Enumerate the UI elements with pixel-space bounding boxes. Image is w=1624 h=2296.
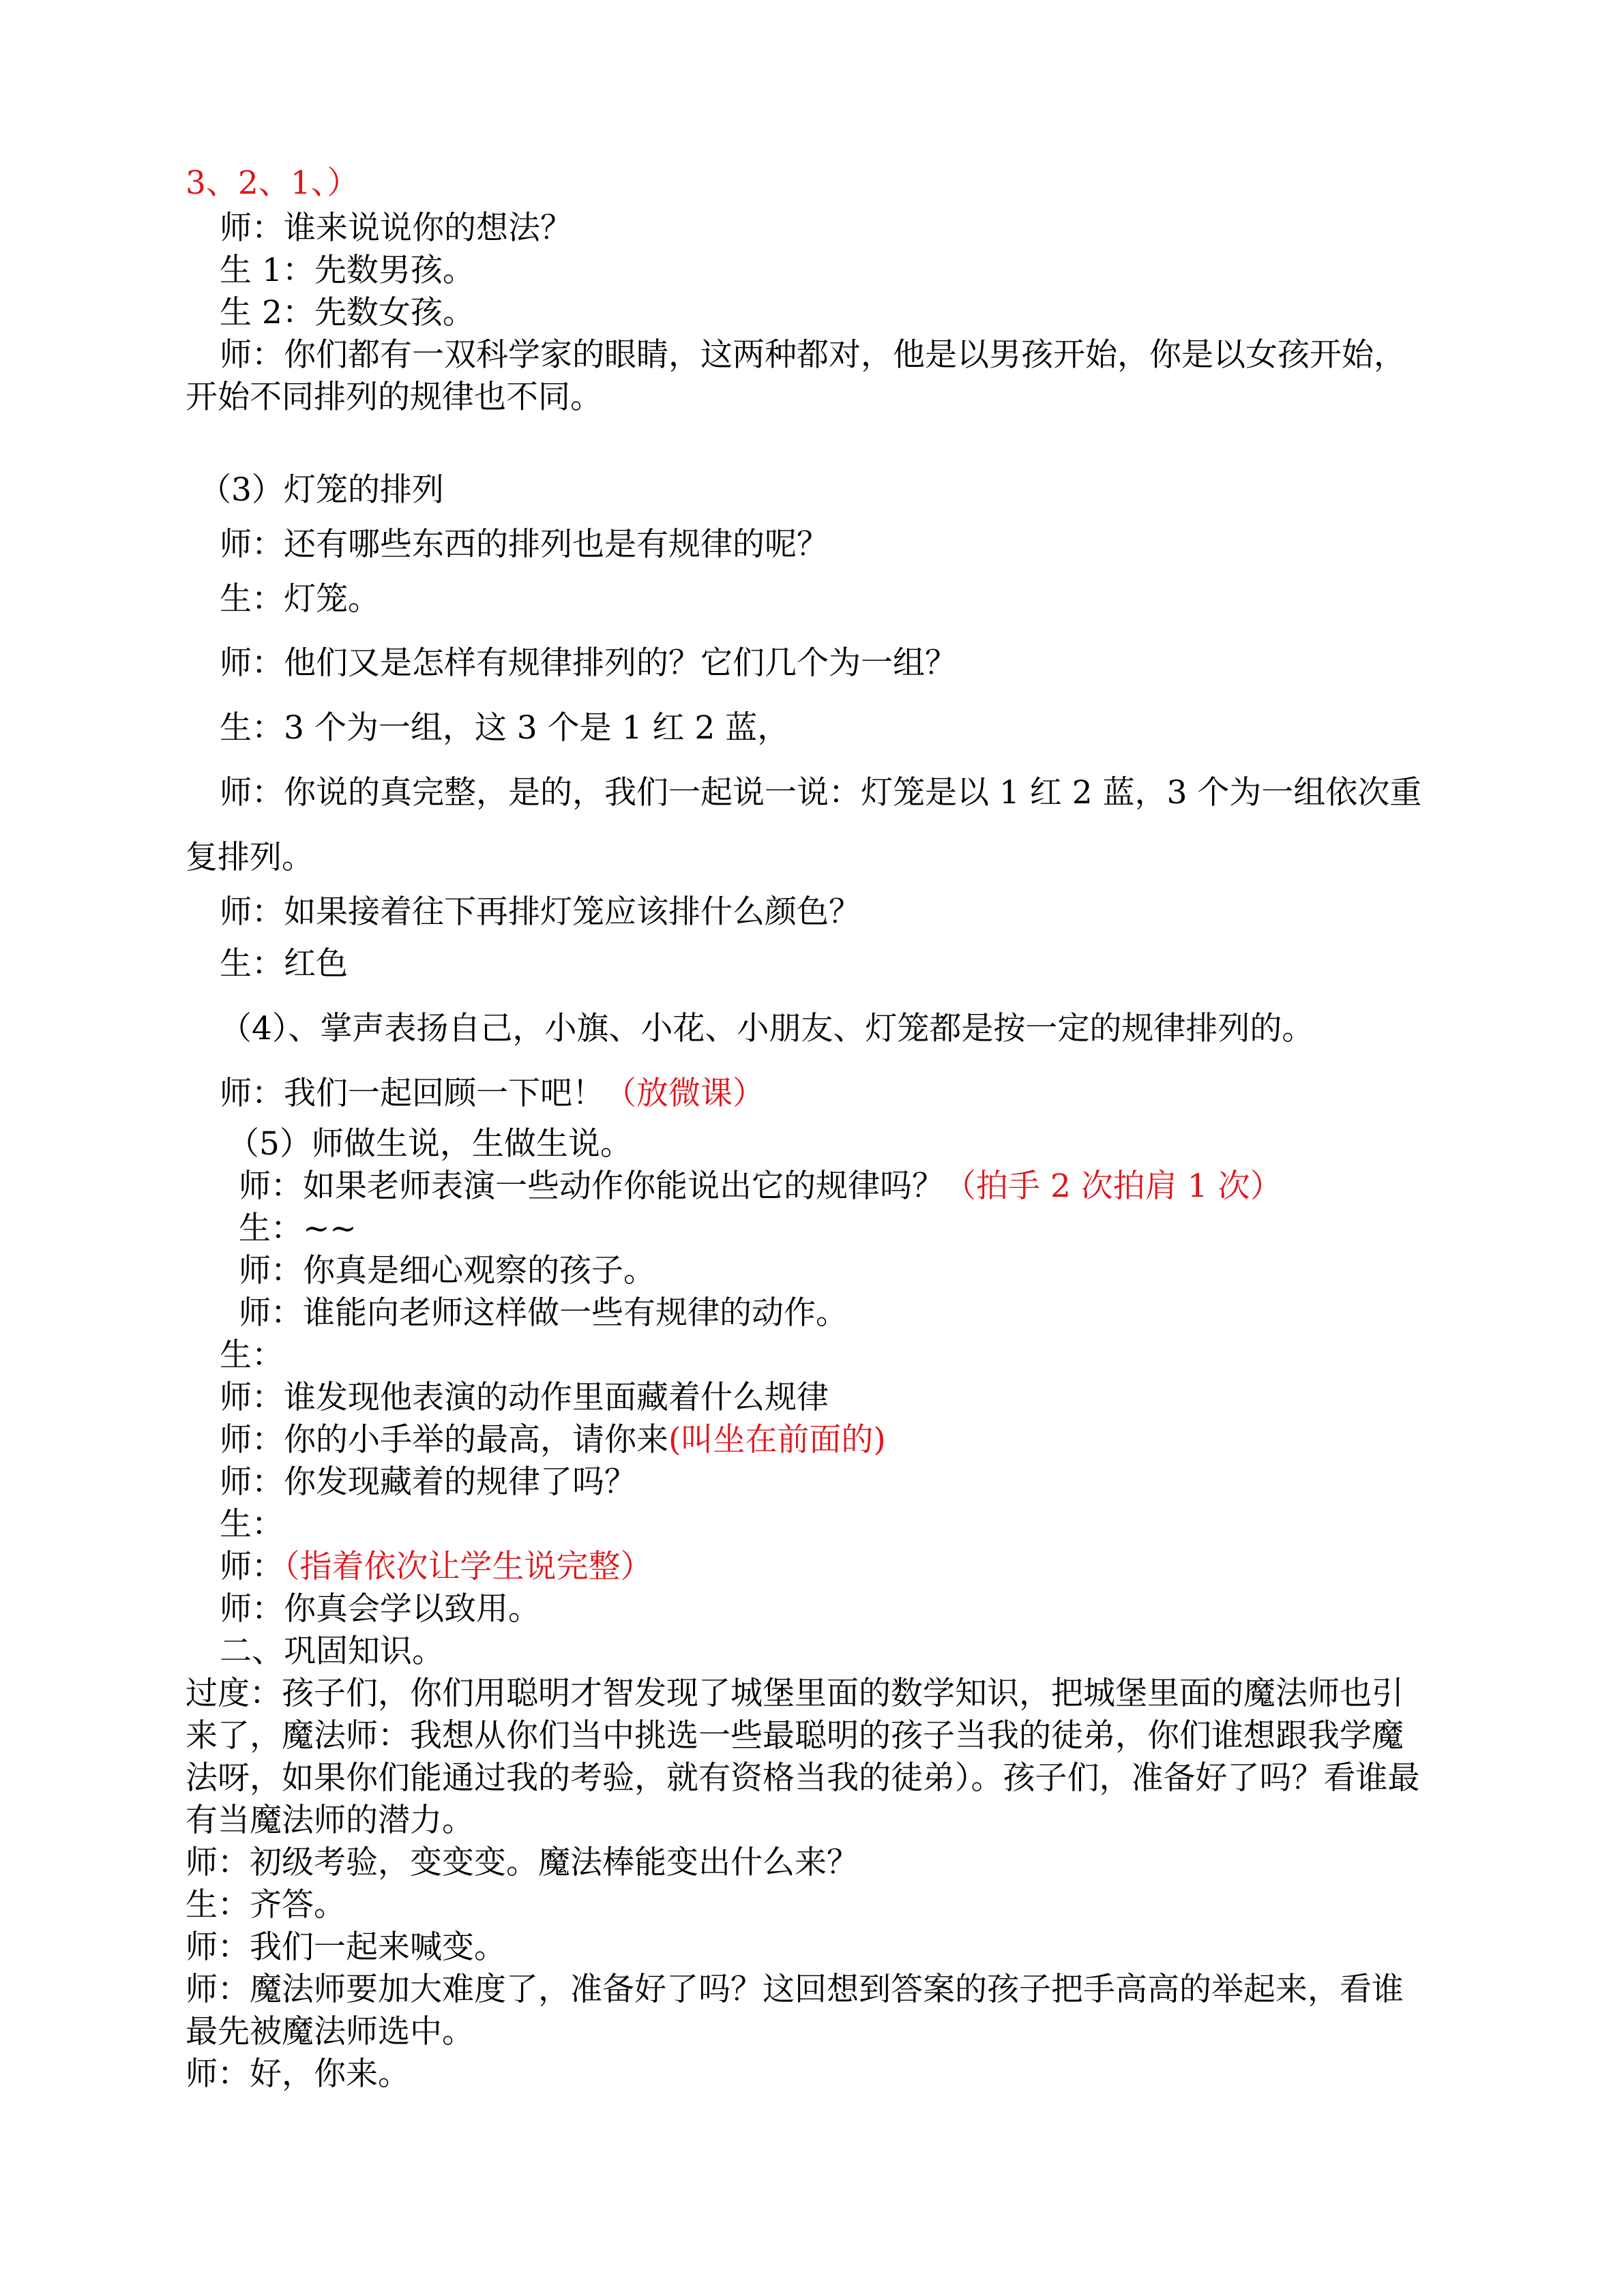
dialogue-line: 师：你真会学以致用。 xyxy=(220,1590,540,1628)
dialogue-line: 师：我们一起来喊变。 xyxy=(186,1928,506,1966)
stage-direction: （指着依次让学生说完整） xyxy=(284,1548,653,1585)
paragraph-line: 来了，魔法师：我想从你们当中挑选一些最聪明的孩子当我的徒弟，你们谁想跟我学魔 xyxy=(186,1717,1404,1755)
section-heading: 二、巩固知识。 xyxy=(220,1632,444,1670)
dialogue-line: 师：初级考验，变变变。魔法棒能变出什么来？ xyxy=(186,1844,859,1881)
stage-direction: （放微课） xyxy=(604,1075,765,1112)
dialogue-line: 师：如果接着往下再排灯笼应该排什么颜色？ xyxy=(220,893,861,931)
dialogue-line: 师：你真是细心观察的孩子。 xyxy=(239,1252,655,1289)
dialogue-line xyxy=(220,1075,765,1113)
dialogue-line: 师：你发现藏着的规律了吗？ xyxy=(220,1463,636,1501)
dialogue-text: 师：我们一起回顾一下吧！ xyxy=(220,1075,604,1112)
paragraph-line: 过度：孩子们，你们用聪明才智发现了城堡里面的数学知识，把城堡里面的魔法师也引 xyxy=(186,1675,1404,1712)
section-heading: （4）、掌声表扬自己，小旗、小花、小朋友、灯笼都是按一定的规律排列的。 xyxy=(220,1010,1314,1047)
dialogue-text: 师：如果老师表演一些动作你能说出它的规律吗？ xyxy=(239,1167,944,1205)
dialogue-line: 师：谁发现他表演的动作里面藏着什么规律 xyxy=(220,1379,829,1416)
section-heading: （3）灯笼的排列 xyxy=(199,471,444,509)
dialogue-line: 师：魔法师要加大难度了，准备好了吗？这回想到答案的孩子把手高高的举起来，看谁 xyxy=(186,1971,1404,2008)
dialogue-line: 师：你说的真完整，是的，我们一起说一说：灯笼是以 1 红 2 蓝，3 个为一组依次重 xyxy=(220,774,1422,811)
section-heading: （5）师做生说，生做生说。 xyxy=(227,1125,632,1163)
dialogue-line xyxy=(239,1167,1282,1206)
dialogue-line: 生： xyxy=(220,1337,284,1374)
dialogue-line: 师：你们都有一双科学家的眼睛，这两种都对，他是以男孩开始，你是以女孩开始， xyxy=(220,336,1406,374)
dialogue-line: 开始不同排列的规律也不同。 xyxy=(186,378,602,416)
dialogue-line: 师：谁能向老师这样做一些有规律的动作。 xyxy=(239,1294,848,1332)
dialogue-line xyxy=(220,1548,653,1586)
paragraph-line: 法呀，如果你们能通过我的考验，就有资格当我的徒弟）。孩子们，准备好了吗？看谁最 xyxy=(186,1759,1420,1797)
dialogue-line: 生：齐答。 xyxy=(186,1886,346,1924)
dialogue-line: 生 1：先数男孩。 xyxy=(220,252,475,289)
line-countdown: 3、2、1、） xyxy=(186,164,359,202)
dialogue-line xyxy=(220,1421,886,1459)
dialogue-line: 最先被魔法师选中。 xyxy=(186,2013,474,2051)
dialogue-text: 师： xyxy=(220,1548,284,1585)
stage-direction: (叫坐在前面的) xyxy=(668,1421,886,1459)
stage-direction: （拍手 2 次拍肩 1 次） xyxy=(944,1167,1282,1205)
dialogue-line: 复排列。 xyxy=(186,839,314,876)
dialogue-line: 师：他们又是怎样有规律排列的？它们几个为一组？ xyxy=(220,644,957,682)
dialogue-line: 师：谁来说说你的想法？ xyxy=(220,209,572,247)
dialogue-line: 生：红色 xyxy=(220,945,348,983)
paragraph-line: 有当魔法师的潜力。 xyxy=(186,1802,474,1839)
dialogue-line: 生 2：先数女孩。 xyxy=(220,294,475,331)
dialogue-line: 生： xyxy=(220,1506,284,1543)
dialogue-text: 师：你的小手举的最高，请你来 xyxy=(220,1421,668,1459)
dialogue-line: 生：~~ xyxy=(239,1210,357,1247)
dialogue-line: 师：还有哪些东西的排列也是有规律的呢？ xyxy=(220,526,829,563)
dialogue-line: 生：灯笼。 xyxy=(220,580,380,618)
dialogue-line: 师：好，你来。 xyxy=(186,2055,410,2093)
dialogue-line: 生：3 个为一组，这 3 个是 1 红 2 蓝， xyxy=(220,709,790,747)
